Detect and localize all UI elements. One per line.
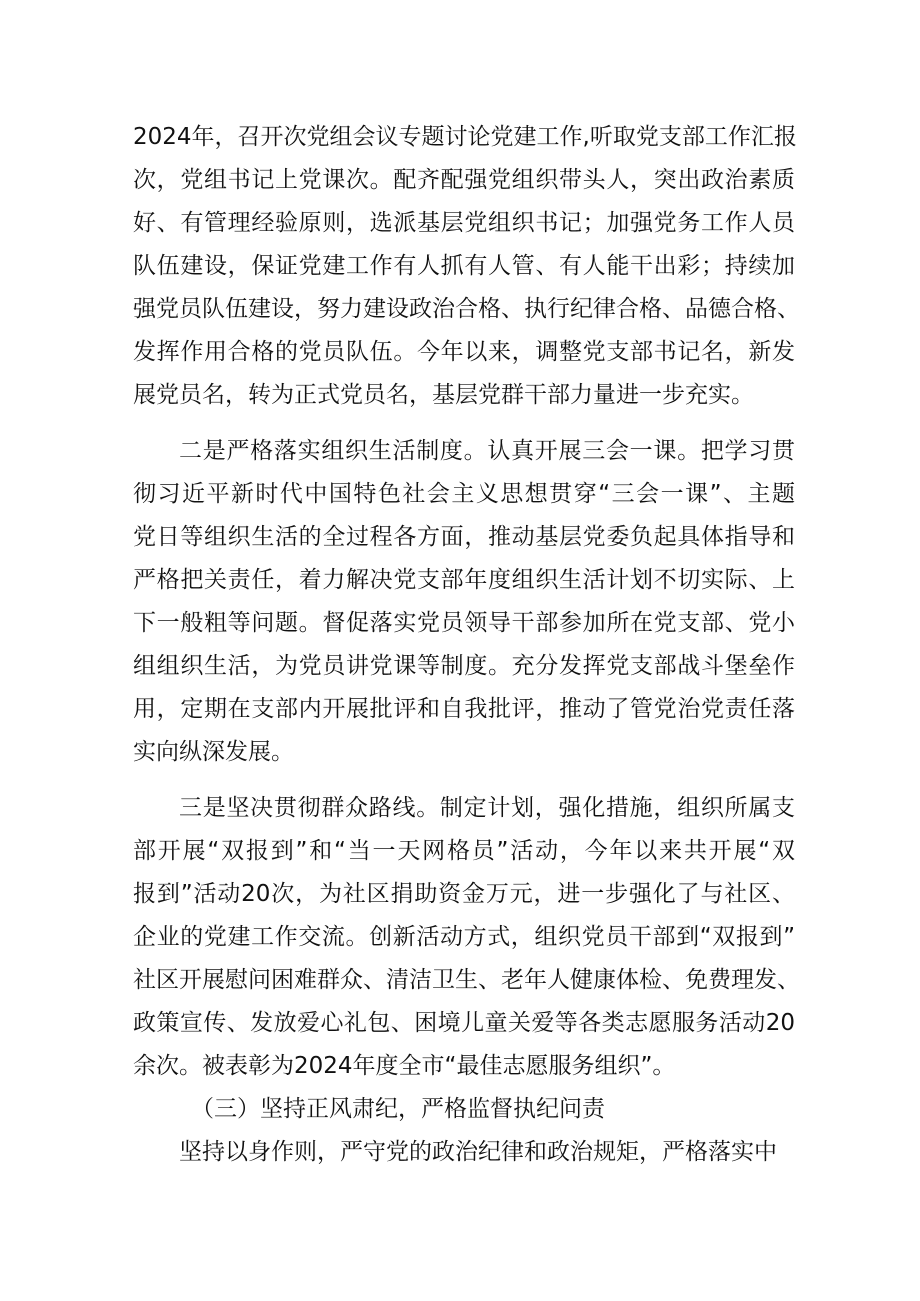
text-line: 政策宣传、发放爱心礼包、困境儿童关爱等各类志愿服务活动20 bbox=[133, 1010, 795, 1036]
text-line: 队伍建设，保证党建工作有人抓有人管、有人能干出彩；持续加 bbox=[133, 253, 795, 279]
text-line: 展党员名，转为正式党员名，基层党群干部力量进一步充实。 bbox=[133, 382, 754, 408]
text-line: 2024年，召开次党组会议专题讨论党建工作,听取党支部工作汇报 bbox=[133, 124, 797, 150]
text-line: 二是严格落实组织生活制度。认真开展三会一课。把学习贯 bbox=[179, 438, 795, 464]
text-line: 部开展“双报到”和“当一天网格员”活动，今年以来共开展“双 bbox=[133, 838, 795, 864]
text-line: 下一般粗等问题。督促落实党员领导干部参加所在党支部、党小 bbox=[133, 610, 795, 636]
text-line: 社区开展慰问困难群众、清洁卫生、老年人健康体检、免费理发、 bbox=[133, 967, 800, 993]
section-heading: （三）坚持正风肃纪，严格监督执纪问责 bbox=[191, 1096, 605, 1122]
text-line: 严格把关责任，着力解决党支部年度组织生活计划不切实际、上 bbox=[133, 567, 795, 593]
text-line: 实向纵深发展。 bbox=[133, 739, 294, 765]
text-line: 余次。被表彰为2024年度全市“最佳志愿服务组织”。 bbox=[133, 1053, 676, 1079]
text-line: 组组织生活，为党员讲党课等制度。充分发挥党支部战斗堡垒作 bbox=[133, 653, 795, 679]
text-line: 党日等组织生活的全过程各方面，推动基层党委负起具体指导和 bbox=[133, 524, 795, 550]
document-body bbox=[133, 116, 800, 1174]
paragraph-1 bbox=[133, 116, 800, 417]
text-line: 好、有管理经验原则，选派基层党组织书记；加强党务工作人员 bbox=[133, 210, 795, 236]
text-line: 用，定期在支部内开展批评和自我批评，推动了管党治党责任落 bbox=[133, 696, 795, 722]
text-line: 报到”活动20次，为社区捐助资金万元，进一步强化了与社区、 bbox=[133, 881, 795, 907]
text-line: 次，党组书记上党课次。配齐配强党组织带头人，突出政治素质 bbox=[133, 167, 795, 193]
paragraph-3 bbox=[133, 787, 800, 1088]
text-line: 三是坚决贯彻群众路线。制定计划，强化措施，组织所属支 bbox=[179, 795, 795, 821]
text-line: 坚持以身作则，严守党的政治纪律和政治规矩，严格落实中 bbox=[179, 1139, 777, 1165]
text-line: 企业的党建工作交流。创新活动方式，组织党员干部到“双报到” bbox=[133, 924, 795, 950]
text-line: 彻习近平新时代中国特色社会主义思想贯穿“三会一课”、主题 bbox=[133, 481, 795, 507]
text-line: 发挥作用合格的党员队伍。今年以来，调整党支部书记名，新发 bbox=[133, 339, 795, 365]
text-line: 强党员队伍建设，努力建设政治合格、执行纪律合格、品德合格、 bbox=[133, 296, 800, 322]
paragraph-gap bbox=[133, 774, 795, 787]
paragraph-gap bbox=[133, 417, 795, 430]
paragraph-2 bbox=[133, 430, 795, 774]
